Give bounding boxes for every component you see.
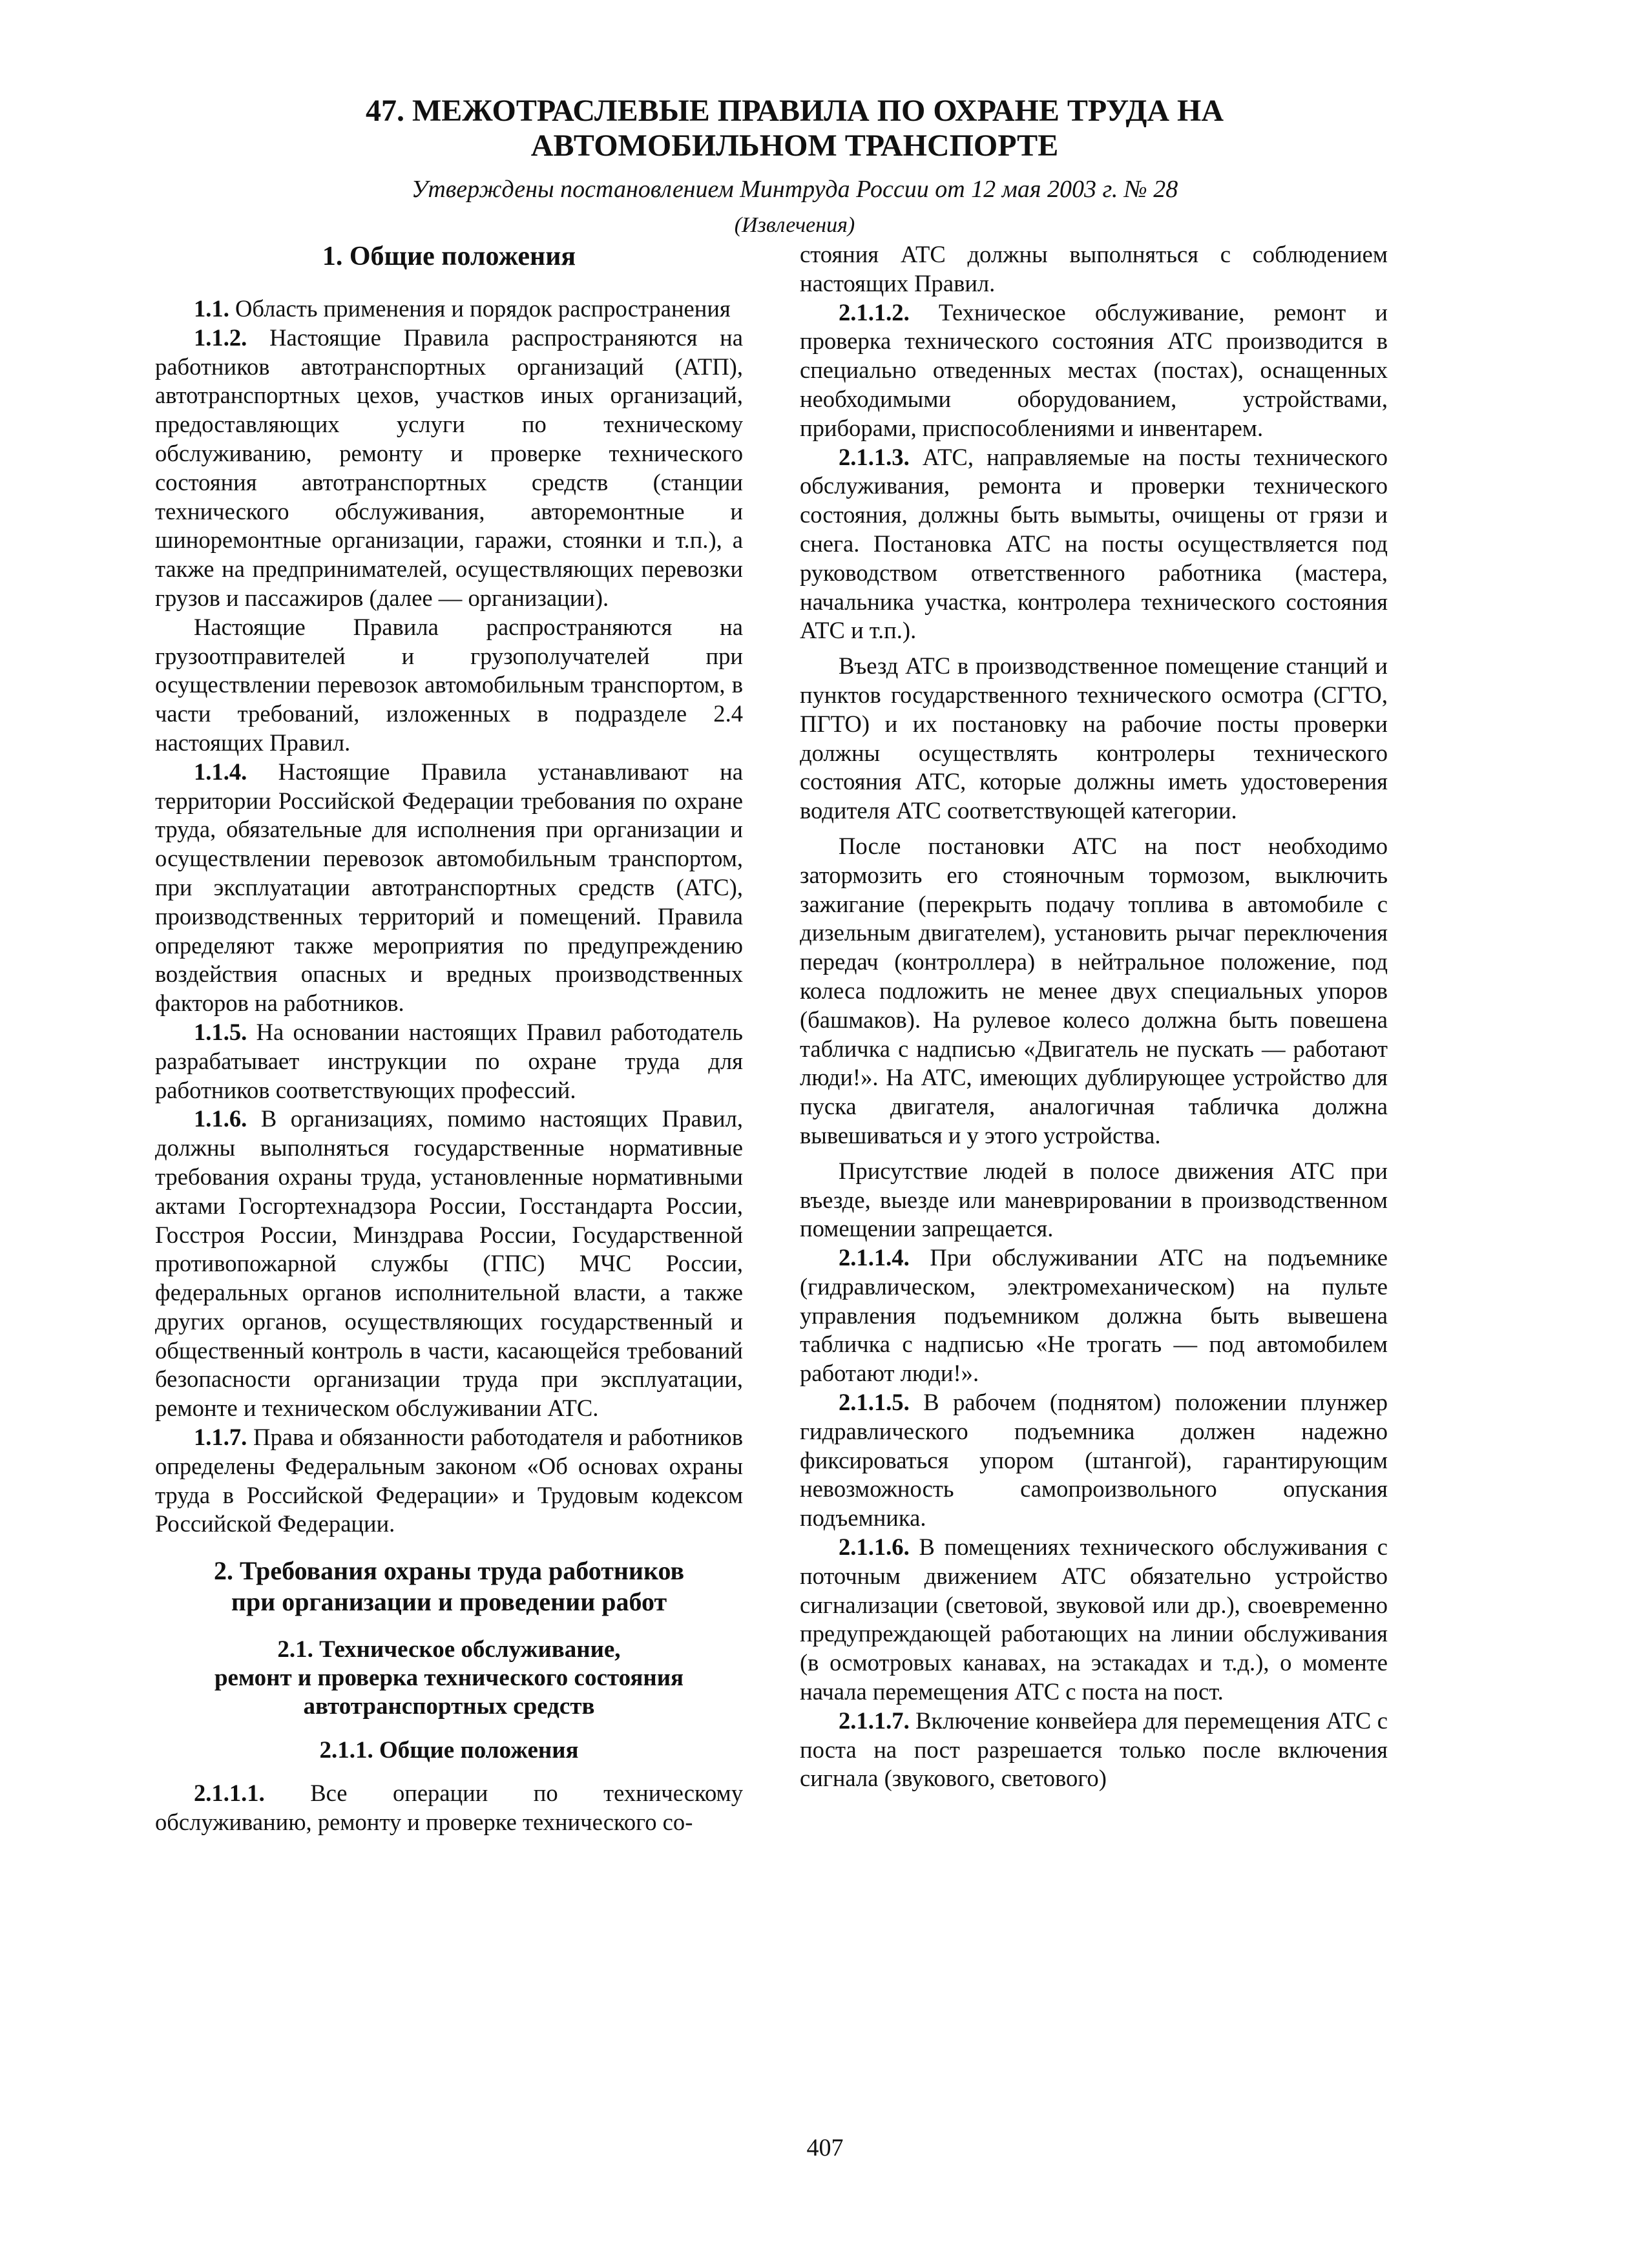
paragraph-text: Область применения и порядок распространения bbox=[229, 295, 731, 322]
paragraph-1-1-2 bbox=[155, 324, 743, 613]
paragraph-1-1 bbox=[155, 295, 743, 324]
extract-note: (Извлечения) bbox=[734, 213, 855, 237]
heading-line: 2.1. Техническое обслуживание, bbox=[277, 1636, 621, 1663]
paragraph-text: Все операции по техническому обслуживанию, ремонту и проверке технического со- bbox=[155, 1780, 743, 1836]
paragraph-2-1-1-3 bbox=[800, 443, 1388, 646]
paragraph-text: В организациях, помимо настоящих Правил, должны выполняться государственные нормативные требования охраны труда, установленные нормативными актами Госгортехнадзора России, Госстандарта России, Госстроя России, Минздрава России, Государственной противопожарной службы (ГПС) МЧС России, федеральных органов исполнительной власти, а также других органов, осуществляющих государственный и общественный контроль в части, касающейся требований безопасности организации труда при эксплуатации, ремонте и техническом обслуживании АТС. bbox=[155, 1105, 743, 1422]
paragraph-2-1-1-6 bbox=[800, 1533, 1388, 1707]
paragraph-text: Настоящие Правила устанавливают на территории Российской Федерации требования по охране труда, обязательные для исполнения при организации и осуществлении перевозок автомобильным транспортом, при эксплуатации автотранспортных средств (АТС), производственных территорий и помещений. Правила определяют также мероприятия по предупреждению воздействия опасных и вредных производственных факторов на работников. bbox=[155, 758, 743, 1017]
heading-line: автотранспортных средств bbox=[303, 1693, 595, 1720]
heading-line: при организации и проведении работ bbox=[231, 1587, 667, 1617]
paragraph-text: Настоящие Правила распространяются на работников автотранспортных организаций (АТП), автотранспортных цехов, участков иных организаций, предоставляющих услуги по техническому обслуживанию, ремонту и проверке технического состояния автотранспортных средств (станции технического обслуживания, авторемонтные и шиноремонтные организации, гаражи, стоянки и т.п.), а также на предпринимателей, осуществляющих перевозки грузов и пассажиров (далее — организации). bbox=[155, 324, 743, 611]
paragraph-presence: Присутствие людей в полосе движения АТС при въезде, выезде или маневрировании в производственном помещении запрещается. bbox=[800, 1157, 1388, 1242]
paragraph-1-1-2b: Настоящие Правила распространяются на грузоотправителей и грузополучателей при осуществлении перевозок автомобильным транспортом, в части требований, изложенных в подразделе 2.4 настоящих Правил. bbox=[155, 613, 743, 756]
paragraph-text: В рабочем (поднятом) положении плунжер гидравлического подъемника должен надежно фиксироваться упором (штангой), гарантирующим невозможность самопроизвольного опускания подъемника. bbox=[800, 1389, 1388, 1532]
paragraph-text: Техническое обслуживание, ремонт и проверка технического состояния АТС производится в специально отведенных местах (постах), оснащенных необходимыми оборудованием, устройствами, приборами, приспособлениями и инвентарем. bbox=[800, 298, 1388, 441]
paragraph-2-1-1-2 bbox=[800, 298, 1388, 443]
clause-number: 1.1.7. bbox=[194, 1424, 247, 1451]
title-line-2: АВТОМОБИЛЬНОМ ТРАНСПОРТЕ bbox=[530, 129, 1059, 163]
heading-line: 2. Требования охраны труда работников bbox=[213, 1556, 685, 1586]
clause-number: 2.1.1.5. bbox=[839, 1389, 910, 1416]
clause-number: 2.1.1.4. bbox=[839, 1244, 910, 1271]
paragraph-text: АТС, направляемые на посты технического обслуживания, ремонта и проверки технического состояния, должны быть вымыты, очищены от грязи и снега. Постановка АТС на посты осуществляется под руководством ответственного работника (мастера, начальника участка, контролера технического состояния АТС и т.п.). bbox=[800, 443, 1388, 644]
clause-number: 2.1.1.2. bbox=[839, 298, 910, 326]
clause-number: 2.1.1.7. bbox=[839, 1707, 910, 1734]
paragraph-2-1-1-4 bbox=[800, 1243, 1388, 1388]
paragraph-1-1-4 bbox=[155, 758, 743, 1018]
paragraph-1-1-6 bbox=[155, 1105, 743, 1423]
clause-number: 1.1.6. bbox=[194, 1105, 247, 1132]
document-title bbox=[194, 94, 1395, 163]
section-2-1-1-heading: 2.1.1. Общие положения bbox=[319, 1737, 579, 1764]
paragraph-2-1-1-7 bbox=[800, 1707, 1388, 1793]
paragraph-text: На основании настоящих Правил работодатель разрабатывает инструкции по охране труда для работников соответствующих профессий. bbox=[155, 1018, 743, 1103]
spacer bbox=[800, 826, 1388, 832]
left-column bbox=[155, 239, 743, 1837]
clause-number: 2.1.1.6. bbox=[839, 1534, 910, 1561]
section-2-1-heading bbox=[155, 1636, 743, 1721]
paragraph-1-1-5 bbox=[155, 1018, 743, 1105]
title-line-1: 47. МЕЖОТРАСЛЕВЫЕ ПРАВИЛА ПО ОХРАНЕ ТРУДА НА bbox=[365, 94, 1224, 128]
page-number: 407 bbox=[806, 2134, 844, 2161]
paragraph-entry: Въезд АТС в производственное помещение станций и пунктов государственного технического осмотра (СГТО, ПГТО) и их постановку на рабочие посты проверки должны осуществлять контролеры технического состояния АТС, которые должны иметь удостоверения водителя АТС соответствующей категории. bbox=[800, 652, 1388, 824]
right-column bbox=[800, 240, 1388, 1793]
approval-note: Утверждены постановлением Минтруда России от 12 мая 2003 г. № 28 bbox=[411, 176, 1178, 203]
section-1-heading: 1. Общие положения bbox=[322, 242, 576, 271]
paragraph-1-1-7 bbox=[155, 1423, 743, 1539]
paragraph-text: Права и обязанности работодателя и работников определены Федеральным законом «Об основах охраны труда в Российской Федерации» и Трудовым кодексом Российской Федерации. bbox=[155, 1424, 743, 1537]
spacer bbox=[800, 645, 1388, 652]
clause-number: 1.1.2. bbox=[194, 324, 247, 351]
clause-number: 1.1. bbox=[194, 295, 229, 322]
paragraph-continued: стояния АТС должны выполняться с соблюдением настоящих Правил. bbox=[800, 241, 1388, 297]
paragraph-text: Включение конвейера для перемещения АТС с поста на пост разрешается только после включения сигнала (звукового, светового) bbox=[800, 1707, 1388, 1792]
clause-number: 1.1.4. bbox=[194, 758, 247, 785]
heading-line: ремонт и проверка технического состояния bbox=[214, 1665, 684, 1692]
paragraph-text: В помещениях технического обслуживания с поточным движением АТС обязательно устройство сигнализации (световой, звуковой или др.), своевременно предупреждающей работающих на линии обслуживания (в осмотровых канавах, на эстакадах и т.д.), о моменте начала перемещения АТС с поста на пост. bbox=[800, 1534, 1388, 1705]
paragraph-text: При обслуживании АТС на подъемнике (гидравлическом, электромеханическом) на пульте управления подъемником должна быть вывешена табличка с надписью «Не трогать — под автомобилем работают люди!». bbox=[800, 1244, 1388, 1387]
paragraph-2-1-1-1 bbox=[155, 1779, 743, 1837]
paragraph-after-placement: После постановки АТС на пост необходимо затормозить его стояночным тормозом, выключить зажигание (перекрыть подачу топлива в автомобиле с дизельным двигателем), установить рычаг переключения передач (контроллера) в нейтральное положение, под колеса подложить не менее двух специальных упоров (башмаков). На рулевое колесо должна быть повешена табличка с надписью «Двигатель не пускать — работают люди!». На АТС, имеющих дублирующее устройство для пуска двигателя, аналогичная табличка должна вывешиваться и у этого устройства. bbox=[800, 832, 1388, 1149]
clause-number: 2.1.1.1. bbox=[194, 1780, 265, 1807]
spacer bbox=[800, 1150, 1388, 1157]
paragraph-2-1-1-5 bbox=[800, 1388, 1388, 1533]
section-2-heading bbox=[155, 1555, 743, 1618]
clause-number: 2.1.1.3. bbox=[839, 443, 910, 470]
clause-number: 1.1.5. bbox=[194, 1018, 247, 1045]
